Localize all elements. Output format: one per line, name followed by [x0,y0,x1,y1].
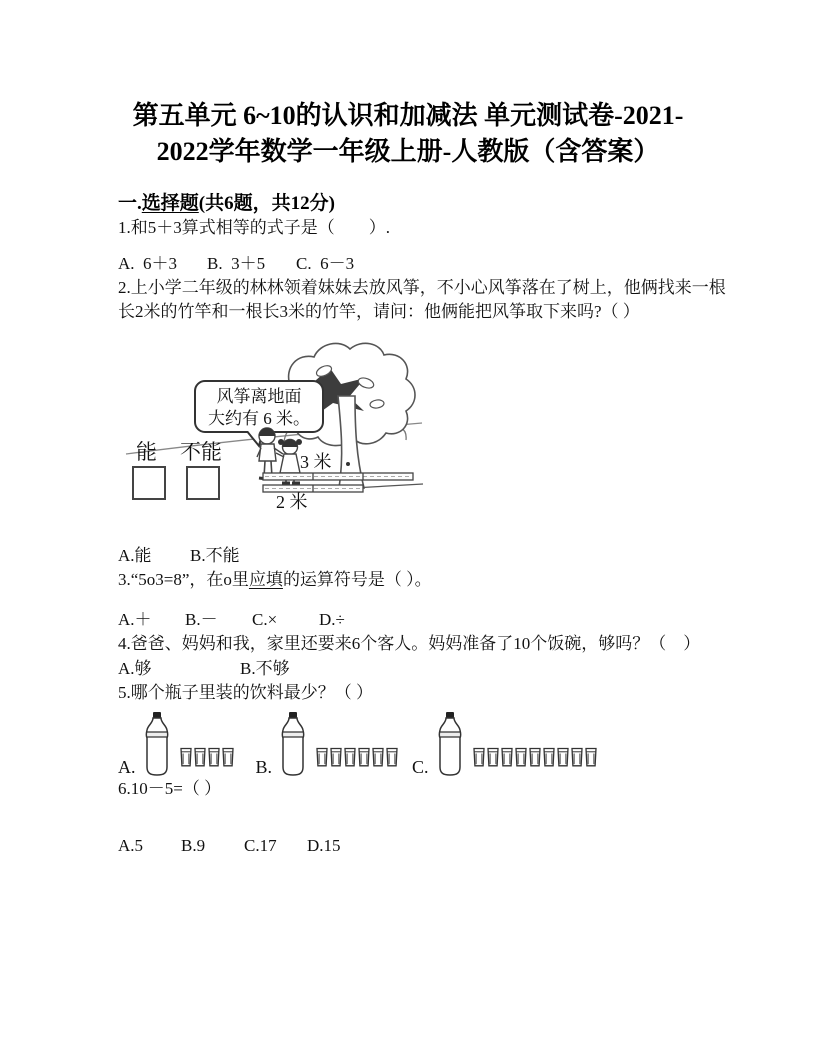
bottles-figure [118,711,728,777]
option-q6-a: A.5 [118,836,144,855]
trunk-knot [346,462,350,466]
question-3-underlined: 应填 [248,570,283,589]
question-2-text [118,276,728,324]
cup-icon [372,747,384,767]
cannot-checkbox[interactable] [187,467,219,499]
section-number: 一. [118,193,142,214]
cup-icon [487,747,499,767]
option-q6-b: B.9 [181,836,206,855]
cup-icon [473,747,485,767]
cup-icon [529,747,541,767]
cup-icon [208,747,220,767]
kite-scene-svg [118,336,448,512]
question-6-text: 6.10－5=（ ） [118,779,222,798]
cup-icon [585,747,597,767]
cups-row-a [180,747,234,767]
question-3-text [118,568,728,592]
cup-icon [543,747,555,767]
bottle-icon [435,711,465,777]
cup-icon [330,747,342,767]
title-line-2: 2022学年数学一年级上册-人教版（含答案） [156,137,660,166]
question-2-line2: 长2米的竹竿和一根长3米的竹竿，请问：他俩能把风筝取下来吗?（ ） [118,302,640,321]
cups-row-b [316,747,398,767]
question-1-text: 1.和5＋3算式相等的式子是（ ）. [118,218,390,237]
question-6-options [118,834,728,858]
cup-icon [557,747,569,767]
question-4-options [118,657,728,681]
bottle-group-b-label: B. [255,757,273,777]
pole-2m-label: 2 米 [276,492,308,512]
cup-icon [358,747,370,767]
option-q4-a: A.够 [118,659,152,678]
kite-scene-figure [118,336,728,517]
cannot-label: 不能 [180,440,222,464]
cup-icon [180,747,192,767]
bubble-text-line2: 大约有 6 米。 [208,409,310,428]
option-q1-b: B. 3＋5 [207,254,266,273]
can-label: 能 [136,440,157,464]
question-1-options [118,252,728,276]
section-title-underlined: 选择题 [141,193,199,214]
option-q6-d: D.15 [307,836,341,855]
option-q3-d: D.÷ [319,610,345,629]
bottle-icon [278,711,308,777]
cup-icon [222,747,234,767]
question-3-options [118,608,728,632]
option-q1-a: A. 6＋3 [118,254,178,273]
girl-pigtail [278,439,284,445]
cup-icon [501,747,513,767]
option-q2-b: B.不能 [190,546,240,565]
question-2-options [118,544,728,568]
page-title [0,0,816,170]
bottle-group-a-label: A. [118,757,136,777]
cups-row-c [473,747,597,767]
option-q3-b: B.－ [185,610,218,629]
pole-2m-icon [263,485,363,492]
bottle-group-b [256,711,399,777]
cup-icon [515,747,527,767]
question-5-text: 5.哪个瓶子里装的饮料最少？（ ） [118,683,373,702]
cup-icon [344,747,356,767]
cup-icon [194,747,206,767]
boy-figure [257,428,283,479]
option-q6-c: C.17 [244,836,277,855]
can-checkbox[interactable] [133,467,165,499]
bottle-group-c-label: C. [412,757,429,777]
bottle-group-c [412,711,597,777]
cup-icon [571,747,583,767]
question-3-post: 的运算符号是（ ）。 [282,570,432,589]
option-q2-a: A.能 [118,546,152,565]
cup-icon [316,747,328,767]
pole-3m-label: 3 米 [300,452,332,472]
girl-pigtail [296,439,302,445]
option-q1-c: C. 6－3 [296,254,355,273]
bottle-icon [142,711,172,777]
pole-3m-icon [263,473,413,480]
question-4-text: 4.爸爸、妈妈和我，家里还要来6个客人。妈妈准备了10个饭碗，够吗？（ ） [118,634,701,653]
question-3-pre: 3.“5o3=8”，在o里 [118,570,249,589]
bottle-group-a [118,711,234,777]
option-q3-c: C.× [252,610,278,629]
section-score-info: (共6题，共12分) [198,193,335,214]
option-q4-b: B.不够 [240,659,290,678]
title-line-1: 第五单元 6~10的认识和加减法 单元测试卷-2021- [132,101,684,130]
boy-shirt [259,444,276,461]
bubble-text-line1: 风筝离地面 [216,387,302,406]
cup-icon [386,747,398,767]
option-q3-a: A.＋ [118,610,152,629]
question-2-line1: 2.上小学二年级的林林领着妹妹去放风筝，不小心风筝落在了树上，他俩找来一根 [118,278,726,297]
section-heading [118,192,728,216]
